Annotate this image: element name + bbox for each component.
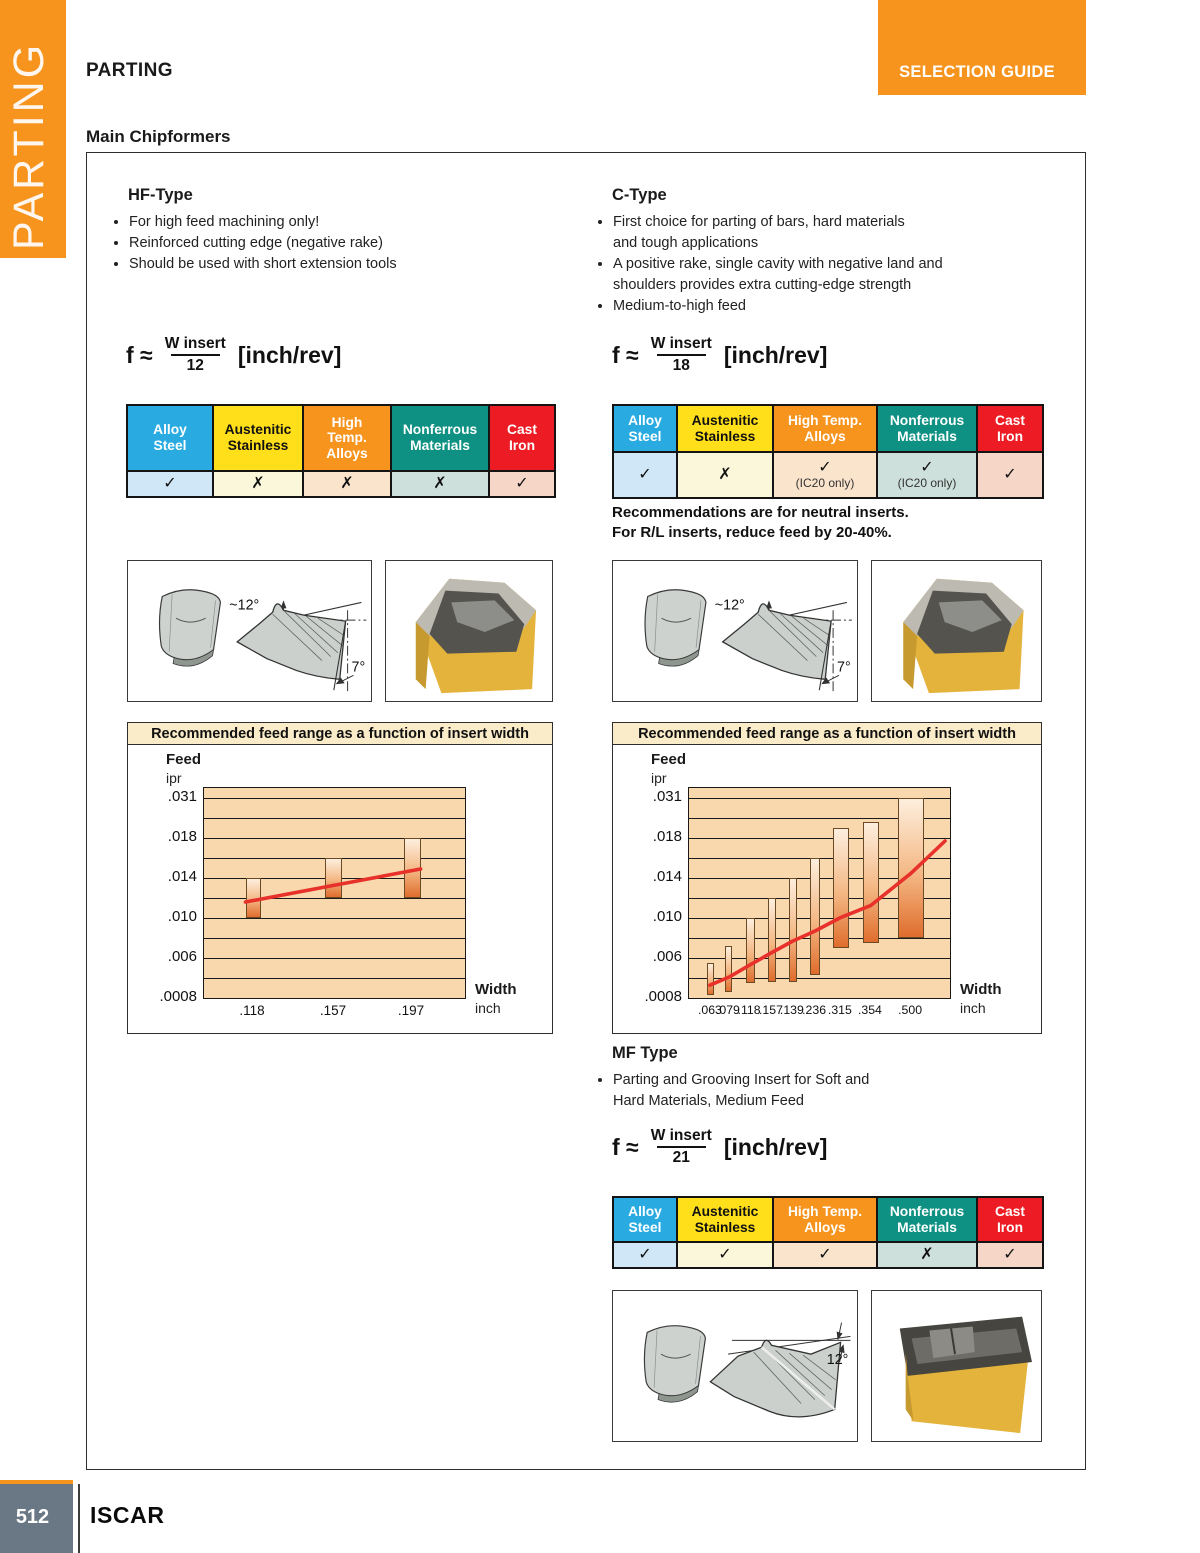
- y-tick-label: .0008: [159, 988, 197, 1005]
- x-tick-label: .139: [779, 1003, 804, 1017]
- x-tick-label: .236: [802, 1003, 827, 1017]
- c-feed-formula: [612, 334, 827, 376]
- x-tick-label: .063: [697, 1003, 722, 1017]
- c-insert-photo: [871, 560, 1042, 702]
- x-tick-label: .079: [715, 1003, 740, 1017]
- y-tick-label: .018: [167, 828, 197, 845]
- c-feed-note: [612, 503, 909, 543]
- bullet-item: [129, 233, 579, 254]
- x-tick-label: .118: [737, 1003, 761, 1017]
- c-geometry-diagram: [612, 560, 858, 702]
- material-suitability-alloy-steel: ✓: [128, 472, 214, 498]
- bullet-line: • A positive rake, single cavity with negative land and: [613, 256, 943, 272]
- material-header-alloy-steel: Alloy Steel: [128, 406, 214, 472]
- material-header-austenitic-stainless: Austenitic Stainless: [214, 406, 304, 472]
- material-suitability-cast-iron: ✓: [978, 453, 1044, 499]
- material-suitability-cast-iron: ✓: [978, 1243, 1044, 1269]
- insert-profile-drawing: [229, 597, 366, 692]
- material-header-cast-iron: Cast Iron: [978, 406, 1044, 453]
- footer-divider: [78, 1484, 80, 1553]
- c-type-title: C-Type: [612, 186, 667, 204]
- hf-geometry-diagram: [127, 560, 372, 702]
- bullet-item: [613, 1070, 1063, 1112]
- material-suitability-high-temp-alloys: ✓ (IC20 only): [774, 453, 878, 499]
- material-header-nonferrous-materials: Nonferrous Materials: [878, 406, 978, 453]
- chart-body: [613, 745, 1041, 1033]
- material-suitability-nonferrous-materials: ✗: [392, 472, 490, 498]
- formula-lhs: f ≈: [612, 1133, 639, 1160]
- formula-unit: [inch/rev]: [723, 1133, 828, 1160]
- material-header-high-temp-alloys: High Temp. Alloys: [304, 406, 392, 472]
- material-suitability-austenitic-stainless: ✗: [214, 472, 304, 498]
- chart-body: [128, 745, 552, 1033]
- y-tick-label: .006: [167, 948, 197, 965]
- mf-type-title: MF Type: [612, 1044, 678, 1062]
- material-header-austenitic-stainless: Austenitic Stainless: [678, 1198, 774, 1243]
- y-axis-label: Feed: [651, 751, 687, 768]
- material-header-cast-iron: Cast Iron: [490, 406, 556, 472]
- clearance-angle-label: 7°: [351, 659, 366, 676]
- trend-line: [689, 788, 950, 998]
- material-header-high-temp-alloys: High Temp. Alloys: [774, 406, 878, 453]
- hf-feed-chart: [127, 722, 553, 1034]
- bullet-line: • First choice for parting of bars, hard materials: [613, 214, 905, 230]
- material-suitability-high-temp-alloys: ✗: [304, 472, 392, 498]
- material-header-alloy-steel: Alloy Steel: [614, 1198, 678, 1243]
- c-bullet-list: [596, 212, 1063, 317]
- x-tick-label: .500: [898, 1003, 923, 1017]
- hf-bullet-list: [112, 212, 579, 275]
- x-tick-label: .354: [857, 1003, 882, 1017]
- insert-profile-drawing: [710, 1323, 850, 1417]
- c-feed-chart: [612, 722, 1042, 1034]
- material-suitability-alloy-steel: ✓: [614, 453, 678, 499]
- y-axis-label: Feed: [166, 751, 202, 768]
- y-axis-unit: ipr: [166, 770, 182, 786]
- insert-profile-drawing: [715, 597, 852, 692]
- chart-title: Recommended feed range as a function of insert width: [613, 723, 1041, 745]
- y-tick-label: .014: [167, 868, 197, 885]
- bullet-line: Hard Materials, Medium Feed: [613, 1093, 804, 1109]
- material-header-alloy-steel: Alloy Steel: [614, 406, 678, 453]
- c-material-table: [612, 404, 1044, 499]
- bullet-item: [613, 296, 1063, 317]
- sidebar-label: PARTING: [5, 41, 53, 250]
- selection-guide-label: SELECTION GUIDE: [899, 63, 1055, 81]
- page-number-box: [0, 1484, 73, 1553]
- formula-numerator: W insert: [650, 335, 712, 352]
- bullet-line: • Should be used with short extension tools: [129, 256, 397, 272]
- insert-photo-drawing: [416, 579, 536, 693]
- x-tick-label: .157: [759, 1003, 783, 1017]
- bullet-item: [613, 212, 1063, 254]
- mf-insert-photo: [871, 1290, 1042, 1442]
- blade-fragment-drawing: [645, 590, 706, 666]
- mf-geometry-diagram: [612, 1290, 858, 1442]
- y-tick-label: .031: [652, 788, 682, 805]
- chart-plot-area: [688, 787, 951, 999]
- hf-insert-photo: [385, 560, 553, 702]
- y-axis-unit: ipr: [651, 770, 667, 786]
- rake-angle-label: ~12°: [714, 597, 745, 614]
- x-axis-label: Width: [960, 981, 1002, 998]
- note-line: For R/L inserts, reduce feed by 20-40%.: [612, 524, 892, 541]
- sidebar-tab: [0, 0, 66, 258]
- y-tick-label: .014: [652, 868, 682, 885]
- x-tick-label: .118: [239, 1003, 265, 1018]
- insert-photo-drawing: [900, 1317, 1032, 1433]
- clearance-angle-label: 7°: [837, 659, 851, 676]
- hf-type-title: HF-Type: [128, 186, 193, 204]
- x-axis-unit: inch: [960, 1000, 986, 1016]
- chart-title: Recommended feed range as a function of insert width: [128, 723, 552, 745]
- brand-logo: ISCAR: [90, 1502, 165, 1528]
- page-number: 512: [15, 1506, 50, 1528]
- formula-unit: [inch/rev]: [723, 341, 828, 368]
- material-header-nonferrous-materials: Nonferrous Materials: [392, 406, 490, 472]
- insert-photo-drawing: [903, 579, 1023, 693]
- bullet-line: • Parting and Grooving Insert for Soft and: [613, 1072, 870, 1088]
- material-suitability-high-temp-alloys: ✓: [774, 1243, 878, 1269]
- formula-fraction: [648, 334, 715, 376]
- y-tick-label: .0008: [644, 988, 682, 1005]
- trend-line: [204, 788, 465, 998]
- mf-feed-formula: [612, 1126, 827, 1168]
- y-tick-label: .010: [167, 908, 197, 925]
- formula-denominator: 21: [657, 1146, 706, 1168]
- bullet-line: shoulders provides extra cutting-edge strength: [613, 277, 912, 293]
- material-suitability-austenitic-stainless: ✗: [678, 453, 774, 499]
- y-tick-label: .031: [167, 788, 197, 805]
- material-header-high-temp-alloys: High Temp. Alloys: [774, 1198, 878, 1243]
- hf-feed-formula: [126, 334, 341, 376]
- x-tick-label: .197: [397, 1003, 425, 1018]
- bullet-line: • For high feed machining only!: [129, 214, 320, 230]
- blade-fragment-drawing: [644, 1326, 705, 1403]
- material-header-nonferrous-materials: Nonferrous Materials: [878, 1198, 978, 1243]
- material-header-cast-iron: Cast Iron: [978, 1198, 1044, 1243]
- y-tick-label: .010: [652, 908, 682, 925]
- formula-numerator: W insert: [650, 1127, 712, 1144]
- note-line: Recommendations are for neutral inserts.: [612, 504, 909, 521]
- page-title: PARTING: [86, 60, 173, 81]
- formula-numerator: W insert: [164, 335, 226, 352]
- bullet-item: [129, 212, 579, 233]
- section-title: Main Chipformers: [86, 127, 231, 146]
- hf-material-table: [126, 404, 556, 498]
- formula-lhs: f ≈: [126, 341, 153, 368]
- bullet-item: [129, 254, 579, 275]
- material-suitability-alloy-steel: ✓: [614, 1243, 678, 1269]
- y-tick-label: .006: [652, 948, 682, 965]
- formula-denominator: 18: [657, 354, 706, 376]
- x-axis-unit: inch: [475, 1000, 501, 1016]
- rake-angle-label: 12°: [826, 1352, 849, 1369]
- material-suitability-austenitic-stainless: ✓: [678, 1243, 774, 1269]
- x-tick-label: .157: [319, 1003, 347, 1018]
- bullet-line: • Reinforced cutting edge (negative rake): [129, 235, 383, 251]
- x-axis-label: Width: [475, 981, 517, 998]
- material-suitability-cast-iron: ✓: [490, 472, 556, 498]
- y-tick-label: .018: [652, 828, 682, 845]
- formula-lhs: f ≈: [612, 341, 639, 368]
- rake-angle-label: ~12°: [229, 597, 260, 614]
- formula-fraction: [648, 1126, 715, 1168]
- bullet-item: [613, 254, 1063, 296]
- selection-guide-badge: [878, 0, 1086, 95]
- blade-fragment-drawing: [160, 590, 221, 666]
- formula-denominator: 12: [171, 354, 220, 376]
- mf-material-table: [612, 1196, 1044, 1269]
- bullet-line: and tough applications: [613, 235, 759, 251]
- formula-fraction: [162, 334, 229, 376]
- material-header-austenitic-stainless: Austenitic Stainless: [678, 406, 774, 453]
- material-suitability-nonferrous-materials: ✗: [878, 1243, 978, 1269]
- bullet-line: • Medium-to-high feed: [613, 298, 746, 314]
- x-tick-label: .315: [827, 1003, 852, 1017]
- chart-plot-area: [203, 787, 466, 999]
- formula-unit: [inch/rev]: [237, 341, 342, 368]
- material-suitability-nonferrous-materials: ✓ (IC20 only): [878, 453, 978, 499]
- mf-bullet-list: [596, 1070, 1063, 1112]
